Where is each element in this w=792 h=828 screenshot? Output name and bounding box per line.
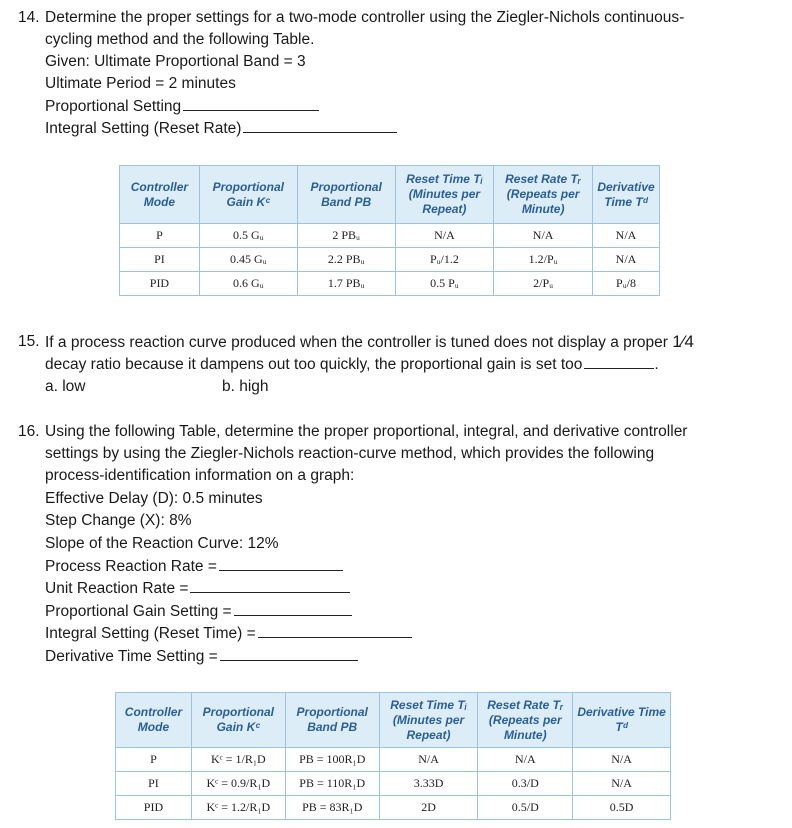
- q16-prop-gain-label: Proportional Gain Setting =: [45, 603, 232, 620]
- table-cell: 2/Pᵤ: [494, 272, 593, 296]
- table-cell: 1.2/Pᵤ: [494, 248, 593, 272]
- table-cell: P: [116, 748, 192, 772]
- table-cell: Pᵤ/1.2: [395, 248, 494, 272]
- table-cell: PI: [116, 772, 192, 796]
- q14-period: Ultimate Period = 2 minutes: [45, 75, 236, 92]
- table-cell: 2D: [379, 796, 478, 820]
- q14-integral-setting-label: Integral Setting (Reset Rate): [45, 120, 242, 137]
- header-cell: Controller Mode: [120, 166, 200, 224]
- header-cell: Reset Rate Tᵣ (Repeats per Minute): [494, 166, 593, 224]
- table-cell: 3.33D: [379, 772, 478, 796]
- table-cell: Kᶜ = 0.9/R₁D: [191, 772, 285, 796]
- table-cell: N/A: [573, 748, 671, 772]
- q15-number: 15.: [18, 333, 40, 350]
- table-cell: N/A: [395, 224, 494, 248]
- table-cell: Kᶜ = 1.2/R₁D: [191, 796, 285, 820]
- table-cell: 0.5D: [573, 796, 671, 820]
- q16-delay: Effective Delay (D): 0.5 minutes: [45, 490, 263, 507]
- header-cell: Controller Mode: [116, 693, 192, 748]
- q16-derivative: [45, 646, 358, 667]
- table-cell: 2 PBᵤ: [297, 224, 395, 248]
- answer-blank[interactable]: [584, 354, 654, 369]
- header-cell: Proportional Gain Kᶜ: [199, 166, 297, 224]
- q14-integral-setting: [45, 118, 397, 139]
- q14-prop-setting: [45, 96, 319, 117]
- table-cell: N/A: [593, 224, 660, 248]
- q16-unit-rate: [45, 578, 350, 599]
- table-row: [116, 772, 671, 796]
- table-cell: N/A: [573, 772, 671, 796]
- continuous-cycling-table: [119, 165, 660, 296]
- table-row: [120, 224, 660, 248]
- q16-process-rate-label: Process Reaction Rate =: [45, 558, 217, 575]
- q15-option-a[interactable]: a. low: [45, 378, 86, 395]
- table-cell: N/A: [478, 748, 573, 772]
- table-row: [120, 248, 660, 272]
- table-cell: PB = 83R₁D: [285, 796, 379, 820]
- q14-given-pb: Given: Ultimate Proportional Band = 3: [45, 53, 306, 70]
- q15-text-line1: [45, 332, 694, 353]
- q16-integral: [45, 623, 412, 644]
- q16-number: 16.: [18, 423, 40, 440]
- fraction-one-quarter: 1⁄4: [672, 332, 695, 351]
- q16-derivative-label: Derivative Time Setting =: [45, 648, 218, 665]
- header-cell: Proportional Band PB: [297, 166, 395, 224]
- table-header-row: [120, 166, 660, 224]
- table-cell: 0.3/D: [478, 772, 573, 796]
- header-cell: Reset Rate Tᵣ (Repeats per Minute): [478, 693, 573, 748]
- table-cell: 0.45 Gᵤ: [199, 248, 297, 272]
- header-cell: Derivative Time Tᵈ: [573, 693, 671, 748]
- table-cell: P: [120, 224, 200, 248]
- q16-step: Step Change (X): 8%: [45, 512, 192, 529]
- q15-line2-text: decay ratio because it dampens out too quickly, the proportional gain is set too: [45, 356, 583, 373]
- table-cell: PID: [116, 796, 192, 820]
- table-cell: PID: [120, 272, 200, 296]
- header-cell: Reset Time Tᵢ (Minutes per Repeat): [379, 693, 478, 748]
- answer-blank[interactable]: [219, 556, 343, 571]
- q14-prop-setting-label: Proportional Setting: [45, 98, 182, 115]
- table-row: [116, 796, 671, 820]
- answer-blank[interactable]: [183, 96, 319, 111]
- table-cell: N/A: [593, 248, 660, 272]
- table-cell: N/A: [494, 224, 593, 248]
- q16-text-line2: settings by using the Ziegler-Nichols reaction-curve method, which provides the following: [45, 445, 655, 462]
- table-cell: PB = 110R₁D: [285, 772, 379, 796]
- table-row: [116, 748, 671, 772]
- answer-blank[interactable]: [234, 601, 352, 616]
- table-header-row: [116, 693, 671, 748]
- q16-slope: Slope of the Reaction Curve: 12%: [45, 535, 279, 552]
- header-cell: Proportional Band PB: [285, 693, 379, 748]
- answer-blank[interactable]: [258, 623, 412, 638]
- q15-option-b[interactable]: b. high: [222, 378, 269, 395]
- header-cell: Derivative Time Tᵈ: [593, 166, 660, 224]
- answer-blank[interactable]: [220, 646, 358, 661]
- table-cell: Kᶜ = 1/R₁D: [191, 748, 285, 772]
- q16-integral-label: Integral Setting (Reset Time) =: [45, 625, 256, 642]
- table-cell: PB = 100R₁D: [285, 748, 379, 772]
- q16-text-line3: process-identification information on a graph:: [45, 467, 355, 484]
- table-cell: Pᵤ/8: [593, 272, 660, 296]
- q16-process-rate: [45, 556, 343, 577]
- table-cell: N/A: [379, 748, 478, 772]
- q14-text-line2: cycling method and the following Table.: [45, 31, 315, 48]
- q15-text-line2: decay ratio because it dampens out too quickly, the proportional gain is set too .: [45, 356, 659, 373]
- q14-number: 14.: [18, 9, 40, 26]
- table-cell: 0.5 Gᵤ: [199, 224, 297, 248]
- table-cell: 0.6 Gᵤ: [199, 272, 297, 296]
- q14-text-line1: Determine the proper settings for a two-mode controller using the Ziegler-Nichols continuous-: [45, 9, 685, 26]
- answer-blank[interactable]: [243, 118, 397, 133]
- table-cell: PI: [120, 248, 200, 272]
- header-cell: Reset Time Tᵢ (Minutes per Repeat): [395, 166, 494, 224]
- q16-prop-gain: [45, 601, 352, 622]
- table-row: [120, 272, 660, 296]
- answer-blank[interactable]: [190, 578, 350, 593]
- q16-text-line1: Using the following Table, determine the proper proportional, integral, and derivative controller: [45, 423, 688, 440]
- table-cell: 0.5 Pᵤ: [395, 272, 494, 296]
- q16-unit-rate-label: Unit Reaction Rate =: [45, 580, 189, 597]
- reaction-curve-table: [115, 692, 671, 820]
- q15-line1-text: If a process reaction curve produced when the controller is tuned does not display a proper: [45, 334, 668, 351]
- table-cell: 2.2 PBᵤ: [297, 248, 395, 272]
- table-cell: 0.5/D: [478, 796, 573, 820]
- table-cell: 1.7 PBᵤ: [297, 272, 395, 296]
- header-cell: Proportional Gain Kᶜ: [191, 693, 285, 748]
